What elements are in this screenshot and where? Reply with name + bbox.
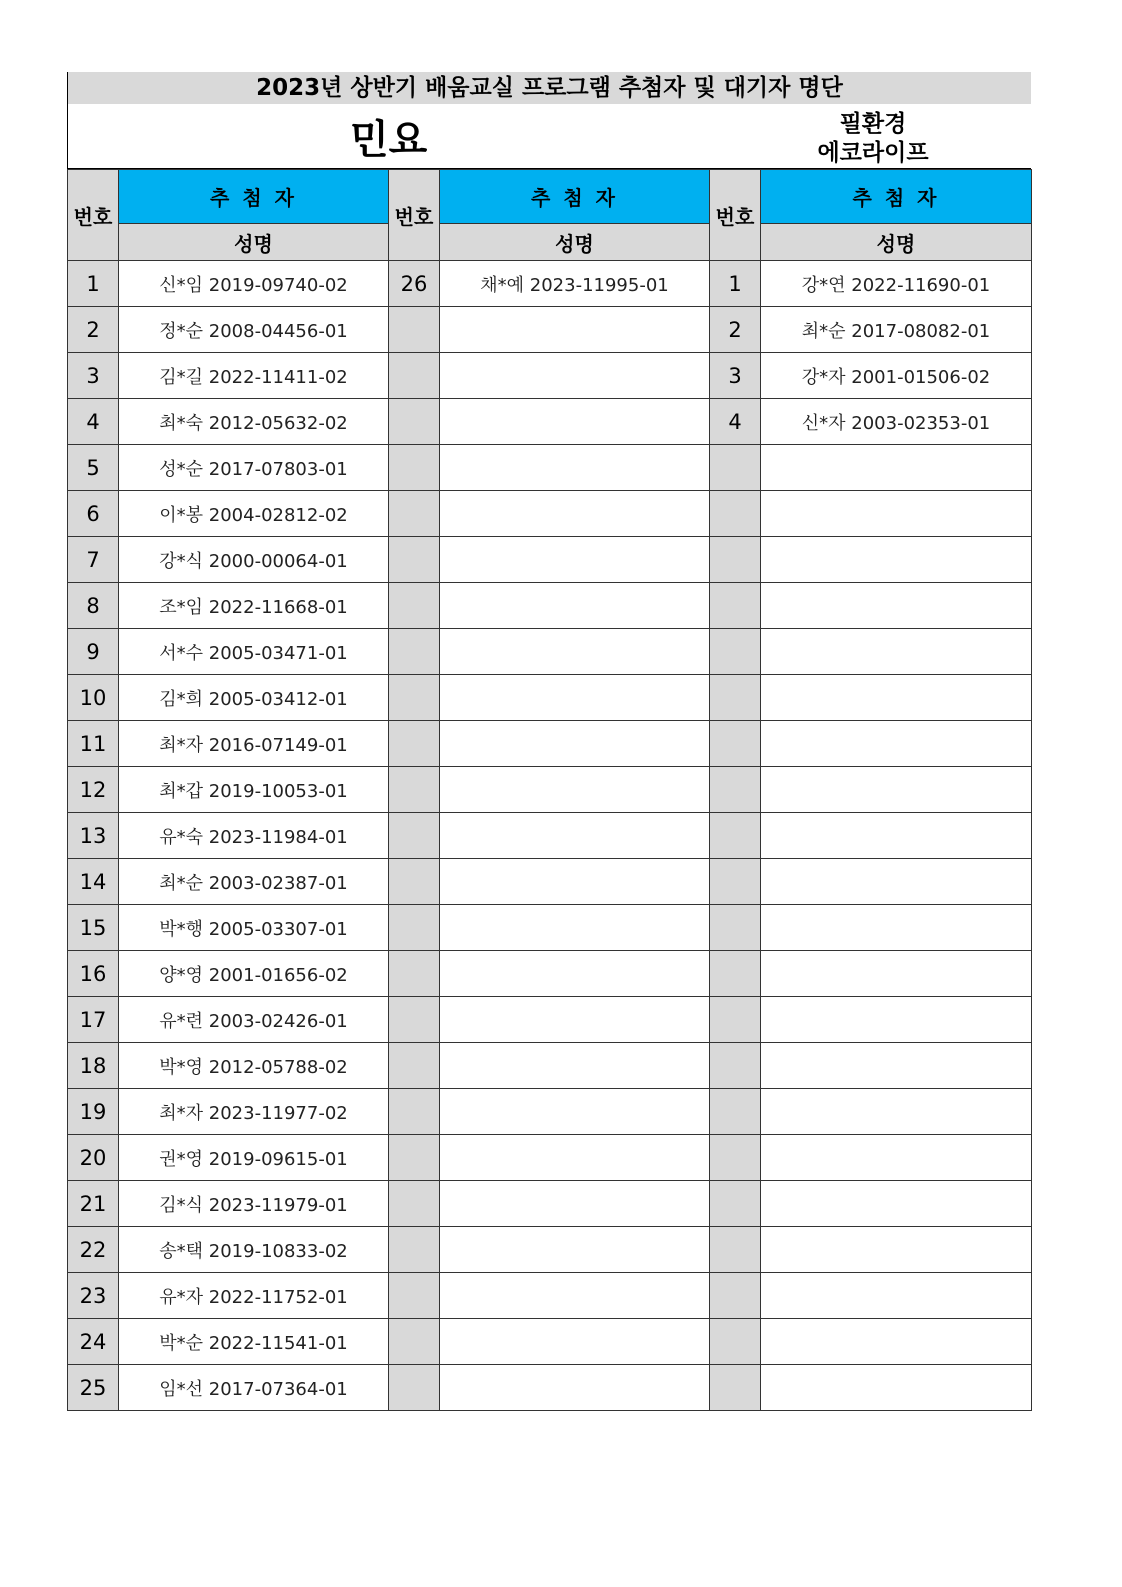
row-number-cell: [389, 905, 440, 951]
row-name-cell: [440, 629, 710, 675]
row-number-cell: [710, 629, 761, 675]
row-number-cell: [710, 813, 761, 859]
row-number-cell: [389, 951, 440, 997]
row-name-cell: [761, 767, 1032, 813]
row-number-cell: 25: [68, 1365, 119, 1411]
row-name-cell: 유*련 2003-02426-01: [119, 997, 389, 1043]
row-number-cell: [389, 721, 440, 767]
table-row: [68, 1135, 1032, 1181]
row-number-cell: [710, 859, 761, 905]
row-name-cell: 임*선 2017-07364-01: [119, 1365, 389, 1411]
row-name-cell: [440, 537, 710, 583]
row-name-cell: [761, 1319, 1032, 1365]
roster-body: [68, 261, 1032, 1411]
table-row: [68, 1365, 1032, 1411]
row-number-cell: 1: [68, 261, 119, 307]
row-number-cell: [389, 537, 440, 583]
row-name-cell: [761, 997, 1032, 1043]
row-number-cell: 26: [389, 261, 440, 307]
table-row: [68, 767, 1032, 813]
row-number-cell: [710, 1181, 761, 1227]
row-number-cell: [389, 445, 440, 491]
row-number-cell: 17: [68, 997, 119, 1043]
row-number-cell: 16: [68, 951, 119, 997]
row-name-cell: [440, 1273, 710, 1319]
row-name-cell: [440, 583, 710, 629]
row-number-cell: [389, 353, 440, 399]
name-header-3: 성명: [761, 224, 1032, 261]
row-number-cell: 19: [68, 1089, 119, 1135]
row-number-cell: 11: [68, 721, 119, 767]
row-number-cell: [389, 1043, 440, 1089]
row-name-cell: [761, 629, 1032, 675]
row-number-cell: 10: [68, 675, 119, 721]
table-row: [68, 721, 1032, 767]
row-number-cell: 13: [68, 813, 119, 859]
col-number-header-2: 번호: [389, 170, 440, 261]
side-note-line1: 필환경: [839, 111, 907, 137]
row-name-cell: [440, 307, 710, 353]
row-name-cell: [761, 905, 1032, 951]
row-name-cell: 성*순 2017-07803-01: [119, 445, 389, 491]
row-number-cell: [710, 1273, 761, 1319]
row-number-cell: [710, 997, 761, 1043]
row-name-cell: [761, 1135, 1032, 1181]
row-name-cell: 박*순 2022-11541-01: [119, 1319, 389, 1365]
table-row: [68, 905, 1032, 951]
row-name-cell: [761, 1365, 1032, 1411]
row-name-cell: [761, 951, 1032, 997]
group-header-3: 추 첨 자: [761, 170, 1032, 224]
row-number-cell: [389, 583, 440, 629]
row-name-cell: 박*영 2012-05788-02: [119, 1043, 389, 1089]
row-name-cell: [761, 1043, 1032, 1089]
row-number-cell: [710, 675, 761, 721]
roster-sheet: [67, 72, 1031, 1411]
name-header-1: 성명: [119, 224, 389, 261]
row-name-cell: [440, 905, 710, 951]
row-number-cell: 20: [68, 1135, 119, 1181]
row-number-cell: [710, 767, 761, 813]
row-number-cell: [710, 1043, 761, 1089]
row-name-cell: 강*자 2001-01506-02: [761, 353, 1032, 399]
row-number-cell: 2: [68, 307, 119, 353]
row-name-cell: 권*영 2019-09615-01: [119, 1135, 389, 1181]
row-name-cell: 강*식 2000-00064-01: [119, 537, 389, 583]
row-name-cell: 채*예 2023-11995-01: [440, 261, 710, 307]
table-row: [68, 629, 1032, 675]
col-number-header-1: 번호: [68, 170, 119, 261]
row-name-cell: [761, 1181, 1032, 1227]
row-number-cell: [389, 1227, 440, 1273]
table-row: [68, 353, 1032, 399]
row-number-cell: [389, 859, 440, 905]
table-row: [68, 1273, 1032, 1319]
row-name-cell: 정*순 2008-04456-01: [119, 307, 389, 353]
table-row: [68, 445, 1032, 491]
row-name-cell: [761, 491, 1032, 537]
row-number-cell: 2: [710, 307, 761, 353]
row-name-cell: 박*행 2005-03307-01: [119, 905, 389, 951]
row-number-cell: 22: [68, 1227, 119, 1273]
table-row: [68, 399, 1032, 445]
row-name-cell: [761, 583, 1032, 629]
row-number-cell: [389, 1365, 440, 1411]
row-number-cell: [710, 445, 761, 491]
row-name-cell: 송*택 2019-10833-02: [119, 1227, 389, 1273]
row-number-cell: 1: [710, 261, 761, 307]
table-row: [68, 997, 1032, 1043]
row-name-cell: [440, 399, 710, 445]
row-number-cell: [389, 1181, 440, 1227]
row-number-cell: [389, 491, 440, 537]
row-name-cell: 조*임 2022-11668-01: [119, 583, 389, 629]
row-name-cell: 최*자 2023-11977-02: [119, 1089, 389, 1135]
row-number-cell: [710, 583, 761, 629]
program-name: 민요: [350, 117, 428, 163]
row-name-cell: [440, 1181, 710, 1227]
row-number-cell: [389, 997, 440, 1043]
row-name-cell: 신*자 2003-02353-01: [761, 399, 1032, 445]
row-name-cell: 최*자 2016-07149-01: [119, 721, 389, 767]
row-name-cell: 김*길 2022-11411-02: [119, 353, 389, 399]
row-number-cell: 12: [68, 767, 119, 813]
row-number-cell: [710, 491, 761, 537]
row-name-cell: [761, 1273, 1032, 1319]
row-name-cell: 신*임 2019-09740-02: [119, 261, 389, 307]
row-number-cell: 8: [68, 583, 119, 629]
row-name-cell: [761, 445, 1032, 491]
table-row: [68, 1089, 1032, 1135]
row-number-cell: [710, 1319, 761, 1365]
row-name-cell: [440, 997, 710, 1043]
row-number-cell: 9: [68, 629, 119, 675]
table-row: [68, 675, 1032, 721]
row-name-cell: [440, 1043, 710, 1089]
row-number-cell: [710, 905, 761, 951]
col-number-header-3: 번호: [710, 170, 761, 261]
row-number-cell: 15: [68, 905, 119, 951]
table-row: [68, 951, 1032, 997]
row-number-cell: 5: [68, 445, 119, 491]
row-number-cell: [389, 399, 440, 445]
row-name-cell: 유*자 2022-11752-01: [119, 1273, 389, 1319]
row-name-cell: [440, 445, 710, 491]
table-row: [68, 307, 1032, 353]
row-number-cell: 3: [710, 353, 761, 399]
row-number-cell: 18: [68, 1043, 119, 1089]
row-number-cell: 4: [710, 399, 761, 445]
row-name-cell: [761, 1089, 1032, 1135]
row-name-cell: 강*연 2022-11690-01: [761, 261, 1032, 307]
row-name-cell: [440, 1135, 710, 1181]
table-row: [68, 583, 1032, 629]
row-name-cell: [440, 353, 710, 399]
row-name-cell: [440, 1365, 710, 1411]
row-number-cell: [389, 1319, 440, 1365]
row-name-cell: [440, 1319, 710, 1365]
name-header-2: 성명: [440, 224, 710, 261]
row-number-cell: [389, 767, 440, 813]
row-name-cell: [440, 675, 710, 721]
row-number-cell: 24: [68, 1319, 119, 1365]
row-number-cell: [389, 1273, 440, 1319]
table-row: [68, 813, 1032, 859]
document-title: 2023년 상반기 배움교실 프로그램 추첨자 및 대기자 명단: [67, 72, 1031, 104]
row-number-cell: [710, 1089, 761, 1135]
row-number-cell: [710, 1227, 761, 1273]
row-name-cell: [761, 859, 1032, 905]
row-name-cell: [761, 1227, 1032, 1273]
row-name-cell: 서*수 2005-03471-01: [119, 629, 389, 675]
row-number-cell: [389, 629, 440, 675]
table-row: [68, 1043, 1032, 1089]
row-name-cell: 김*희 2005-03412-01: [119, 675, 389, 721]
roster-table: [67, 169, 1032, 1411]
row-number-cell: 4: [68, 399, 119, 445]
group-header-1: 추 첨 자: [119, 170, 389, 224]
row-name-cell: 이*봉 2004-02812-02: [119, 491, 389, 537]
row-name-cell: [440, 859, 710, 905]
row-number-cell: 23: [68, 1273, 119, 1319]
program-header: [67, 104, 1031, 169]
row-number-cell: [710, 1365, 761, 1411]
table-row: [68, 1181, 1032, 1227]
row-number-cell: [389, 307, 440, 353]
row-name-cell: [440, 767, 710, 813]
table-row: [68, 1319, 1032, 1365]
row-number-cell: 14: [68, 859, 119, 905]
row-number-cell: [389, 675, 440, 721]
row-name-cell: [761, 675, 1032, 721]
table-row: [68, 491, 1032, 537]
row-name-cell: [440, 813, 710, 859]
row-number-cell: [710, 951, 761, 997]
row-name-cell: 유*숙 2023-11984-01: [119, 813, 389, 859]
row-name-cell: [761, 813, 1032, 859]
row-number-cell: 7: [68, 537, 119, 583]
row-number-cell: [389, 813, 440, 859]
table-row: [68, 1227, 1032, 1273]
row-name-cell: [440, 491, 710, 537]
row-name-cell: 최*갑 2019-10053-01: [119, 767, 389, 813]
row-name-cell: 양*영 2001-01656-02: [119, 951, 389, 997]
row-number-cell: [710, 1135, 761, 1181]
row-name-cell: [761, 721, 1032, 767]
table-row: [68, 261, 1032, 307]
row-number-cell: [389, 1135, 440, 1181]
row-name-cell: [761, 537, 1032, 583]
row-number-cell: [710, 721, 761, 767]
group-header-2: 추 첨 자: [440, 170, 710, 224]
row-name-cell: 김*식 2023-11979-01: [119, 1181, 389, 1227]
table-row: [68, 859, 1032, 905]
row-name-cell: [440, 721, 710, 767]
row-name-cell: 최*순 2003-02387-01: [119, 859, 389, 905]
row-number-cell: [710, 537, 761, 583]
table-row: [68, 537, 1032, 583]
row-number-cell: 3: [68, 353, 119, 399]
side-note-line2: 에코라이프: [817, 140, 929, 166]
row-name-cell: [440, 951, 710, 997]
row-number-cell: 6: [68, 491, 119, 537]
row-name-cell: [440, 1227, 710, 1273]
row-name-cell: 최*숙 2012-05632-02: [119, 399, 389, 445]
row-name-cell: [440, 1089, 710, 1135]
row-number-cell: [389, 1089, 440, 1135]
row-number-cell: 21: [68, 1181, 119, 1227]
side-note: [813, 110, 933, 168]
row-name-cell: 최*순 2017-08082-01: [761, 307, 1032, 353]
